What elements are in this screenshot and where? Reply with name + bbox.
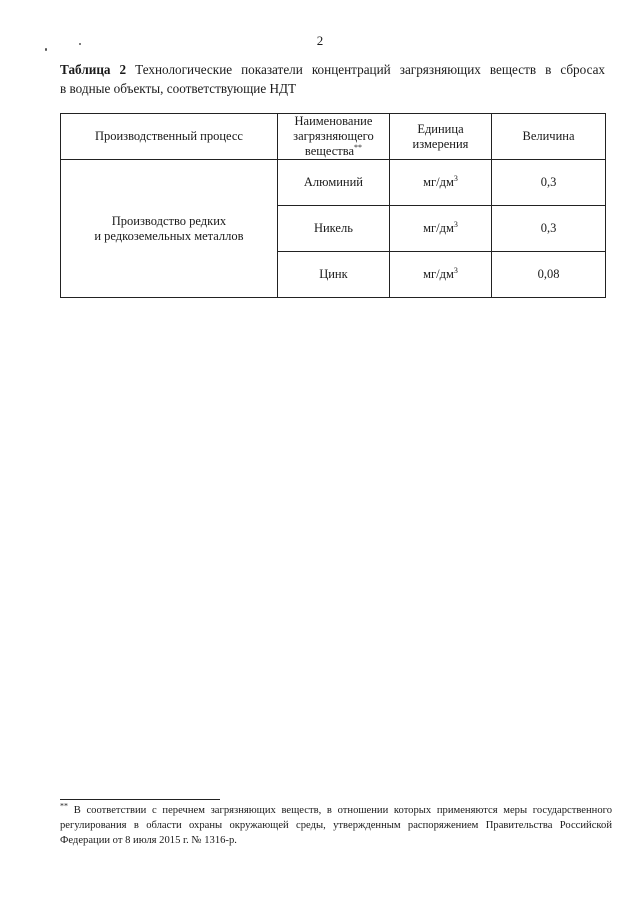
footnote-text: В соответствии с перечнем загрязняющих веществ, в отношении которых применяются меры государственного регулирования в области охраны окружающей среды, утвержденным распоряжением Правительства Российской Федерации от 8 июля 2015 г. № 1316-р. <box>60 805 612 846</box>
unit-exponent: 3 <box>453 173 458 183</box>
table-row <box>61 160 606 206</box>
ndt-table <box>60 113 606 298</box>
footnote-separator <box>60 799 220 800</box>
scan-speck <box>79 43 81 45</box>
value-cell: 0,3 <box>492 206 606 252</box>
header-unit: Единица измерения <box>389 114 491 160</box>
unit-exponent: 3 <box>453 219 458 229</box>
caption-label: Таблица 2 <box>60 62 127 77</box>
unit-cell <box>389 160 491 206</box>
caption-line-1 <box>60 60 605 79</box>
table-caption <box>60 60 605 98</box>
table-header-row <box>61 114 606 160</box>
header-substance <box>277 114 389 160</box>
header-value: Величина <box>492 114 606 160</box>
substance-cell: Никель <box>277 206 389 252</box>
scan-speck <box>45 48 47 51</box>
caption-text: Технологические показатели концентраций загрязняющих веществ в сбросах <box>135 62 606 77</box>
footnote-mark: ** <box>354 142 363 152</box>
process-name-line-1: Производство редких <box>111 213 227 228</box>
substance-cell: Алюминий <box>277 160 389 206</box>
header-substance-label: Наименование загрязняющего вещества <box>293 114 374 158</box>
unit-exponent: 3 <box>453 265 458 275</box>
unit-text: мг/дм <box>423 221 454 235</box>
unit-text: мг/дм <box>423 267 454 281</box>
header-process: Производственный процесс <box>61 114 278 160</box>
value-cell: 0,3 <box>492 160 606 206</box>
footnote-mark: ** <box>60 801 68 811</box>
footnote <box>60 803 612 848</box>
unit-text: мг/дм <box>423 175 454 189</box>
unit-cell <box>389 206 491 252</box>
page-number: 2 <box>316 33 324 48</box>
caption-text-continued: в водные объекты, соответствующие НДТ <box>60 81 297 96</box>
value-cell: 0,08 <box>492 252 606 298</box>
unit-cell <box>389 252 491 298</box>
substance-cell: Цинк <box>277 252 389 298</box>
process-name-line-2: и редкоземельных металлов <box>94 228 244 243</box>
process-cell <box>61 160 278 298</box>
